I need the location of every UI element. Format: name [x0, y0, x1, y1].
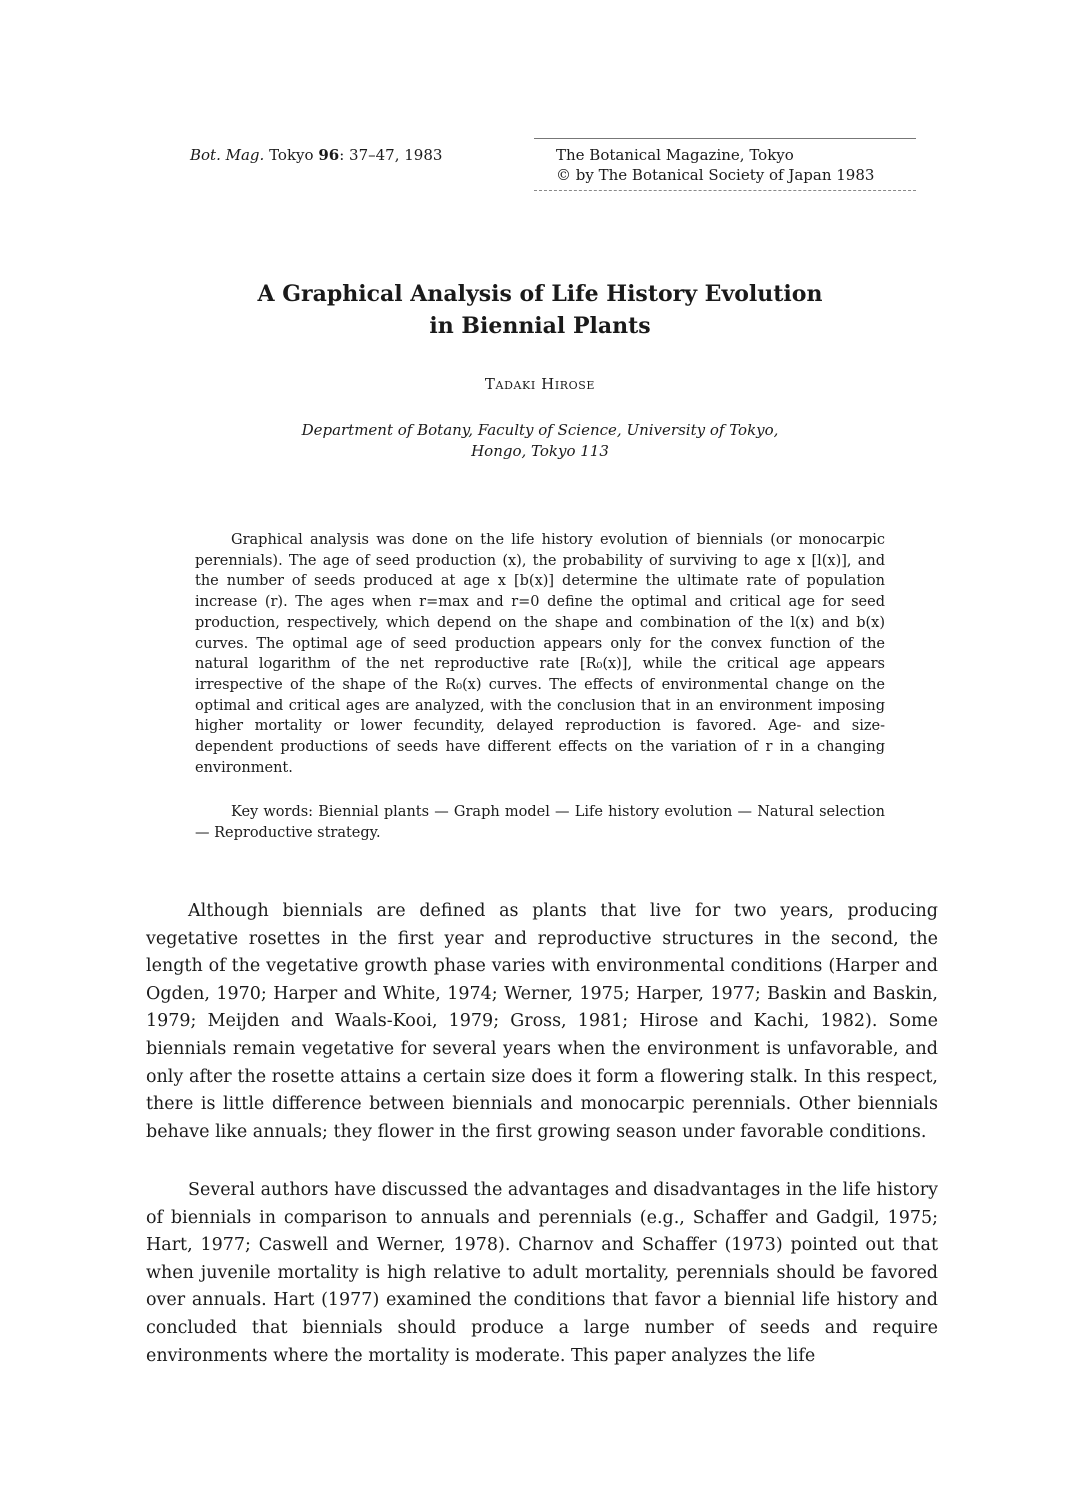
author-name: Tadaki Hirose — [484, 375, 596, 393]
publisher-box — [534, 138, 916, 191]
paper-title — [160, 278, 920, 342]
publisher-line-1: The Botanical Magazine, Tokyo — [556, 146, 794, 164]
body-paragraph-1: Although biennials are defined as plants that live for two years, producing vegetative rosettes in the first year and reproductive structures in the second, the length of the vegetative growth phase varies with environmental conditions (Harper and Ogden, 1970; Harper and White, 1974; Werner, 1975; Harper, 1977; Baskin and Baskin, 1979; Meijden and Waals-Kooi, 1979; Gross, 1981; Hirose and Kachi, 1982). Some biennials remain vegetative for several years when the environment is unfavorable, and only after the rosette attains a certain size does it form a flowering stalk. In this respect, there is little difference between biennials and monocarpic perennials. Other biennials behave like annuals; they flower in the first growing season under favorable conditions. — [146, 901, 938, 1142]
abstract: Graphical analysis was done on the life history evolution of biennials (or monocarpic perennials). The age of seed production (x), the probability of surviving to age x [l(x)], and the number of seeds produced at age x [b(x)] determine the ultimate rate of population increase (r). The ages when r=max and r=0 define the optimal and critical age for seed production, respectively, which depend on the shape and combination of the l(x) and b(x) curves. The optimal age of seed production appears only for the convex function of the natural logarithm of the net reproductive rate [R₀(x)], while the critical age appears irrespective of the shape of the R₀(x) curves. The effects of environmental change on the optimal and critical ages are analyzed, with the conclusion that in an environment imposing higher mortality or lower fecundity, delayed reproduction is favored. Age- and size-dependent productions of seeds have different effects on the variation of r in a changing environment. — [195, 532, 885, 776]
copyright-line: © by The Botanical Society of Japan 1983 — [556, 166, 875, 184]
title-line-2: in Biennial Plants — [429, 313, 651, 339]
journal-abbrev: Bot. Mag. — [190, 146, 265, 164]
citation-header — [190, 145, 442, 165]
journal-place: Tokyo — [269, 146, 314, 164]
affiliation — [160, 420, 920, 462]
title-line-1: A Graphical Analysis of Life History Evolution — [257, 281, 823, 307]
body-paragraph-2: Several authors have discussed the advantages and disadvantages in the life history of biennials in comparison to annuals and perennials (e.g., Schaffer and Gadgil, 1975; Hart, 1977; Caswell and Werner, 1978). Charnov and Schaffer (1973) pointed out that when juvenile mortality is high relative to adult mortality, perennials should be favored over annuals. Hart (1977) examined the conditions that favor a biennial life history and concluded that biennials should produce a large number of seeds and require environments where the mortality is moderate. This paper analyzes the life — [146, 1180, 938, 1366]
affiliation-line-2: Hongo, Tokyo 113 — [471, 442, 609, 460]
affiliation-line-1: Department of Botany, Faculty of Science, University of Tokyo, — [301, 421, 779, 439]
pages-year: : 37–47, 1983 — [339, 146, 443, 164]
keywords: Key words: Biennial plants — Graph model — Life history evolution — Natural selection — Reproductive strategy. — [195, 804, 885, 841]
volume-number: 96 — [318, 146, 340, 164]
